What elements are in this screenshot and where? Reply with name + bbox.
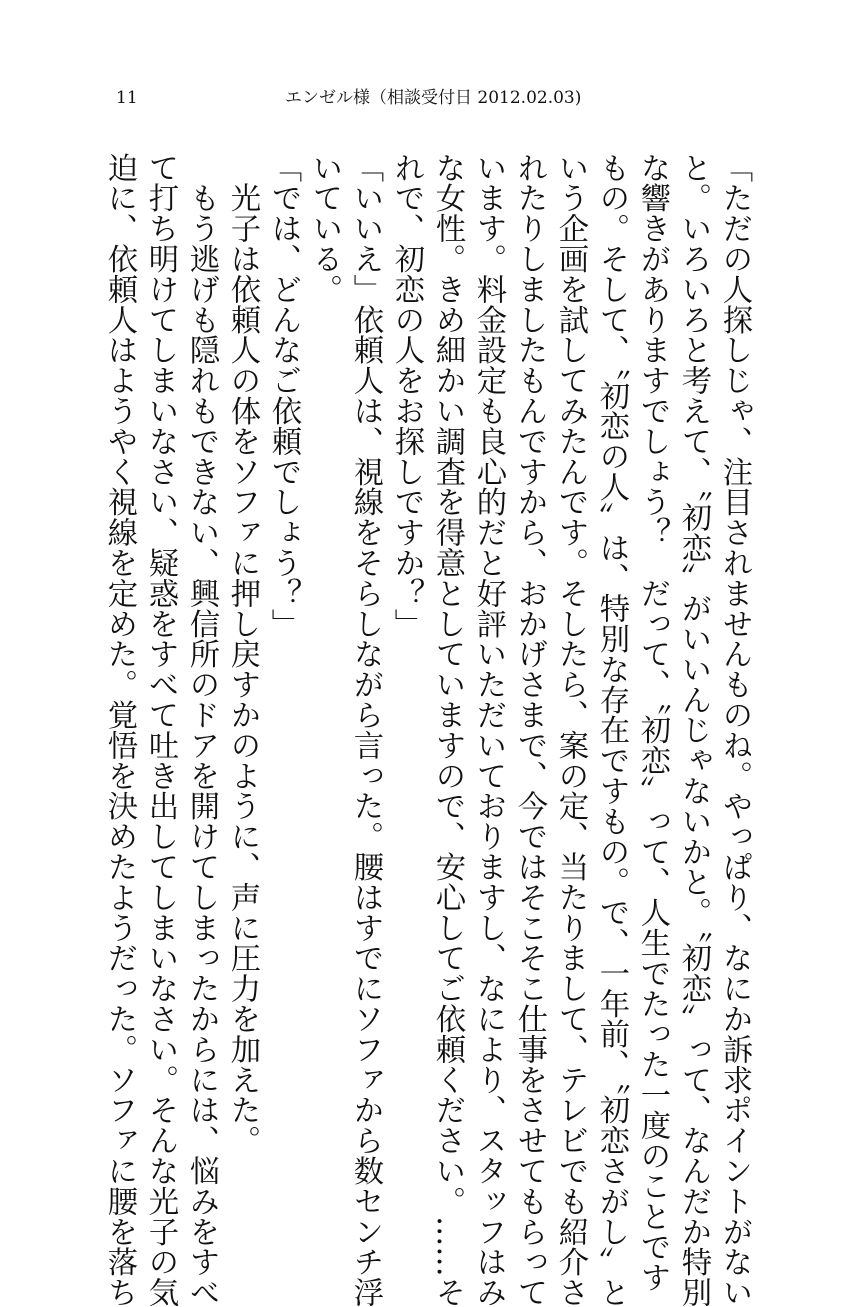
text-line: もう逃げも隠れもできない、興信所のドアを開けてしまったからには、悩みをすべ: [184, 152, 219, 1307]
text-line: います。料金設定も良心的だと好評いただいておりますし、なにより、スタッフはみ: [471, 152, 506, 1307]
text-line: て打ち明けてしまいなさい、疑惑をすべて吐き出してしまいなさい。そんな光子の気: [143, 152, 178, 1307]
text-line: もの。そして、〝初恋の人〟は、特別な存在ですもの。で、一年前、〝初恋さがし〟と: [594, 152, 629, 1307]
page-header: [0, 86, 841, 110]
text-line: れで、初恋の人をお探しですか？」: [389, 152, 424, 639]
vertical-body-text: [99, 152, 755, 1307]
text-line: 光子は依頼人の体をソファに押し戻すかのように、声に圧力を加えた。: [225, 152, 260, 1156]
text-line: いている。: [307, 152, 342, 304]
text-line: 「いいえ」依頼人は、視線をそらしながら言った。腰はすでにソファから数センチ浮: [348, 152, 383, 1307]
text-line: 「では、どんなご依頼でしょう？」: [266, 152, 301, 639]
running-title: エンゼル様（相談受付日 2012.02.03): [285, 88, 582, 108]
page-number: 11: [116, 88, 138, 108]
text-line: 迫に、依頼人はようやく視線を定めた。覚悟を決めたようだった。ソファに腰を落ち: [102, 152, 137, 1307]
text-line: な女性。きめ細かい調査を得意としていますので、安心してご依頼ください。……そ: [430, 152, 465, 1307]
text-line: な響きがありますでしょう？ だって、〝初恋〟って、人生でたった一度のことです: [635, 152, 670, 1292]
text-line: 「ただの人探しじゃ、注目されませんものね。やっぱり、なにか訴求ポイントがない: [717, 152, 752, 1307]
text-line: と。いろいろと考えて、〝初恋〟がいいんじゃないかと。〝初恋〟って、なんだか特別: [676, 152, 711, 1307]
text-line: いう企画を試してみたんです。そしたら、案の定、当たりまして、テレビでも紹介さ: [553, 152, 588, 1307]
text-line: れたりしましたもんですから、おかげさまで、今ではそこそこ仕事をさせてもらって: [512, 152, 547, 1307]
